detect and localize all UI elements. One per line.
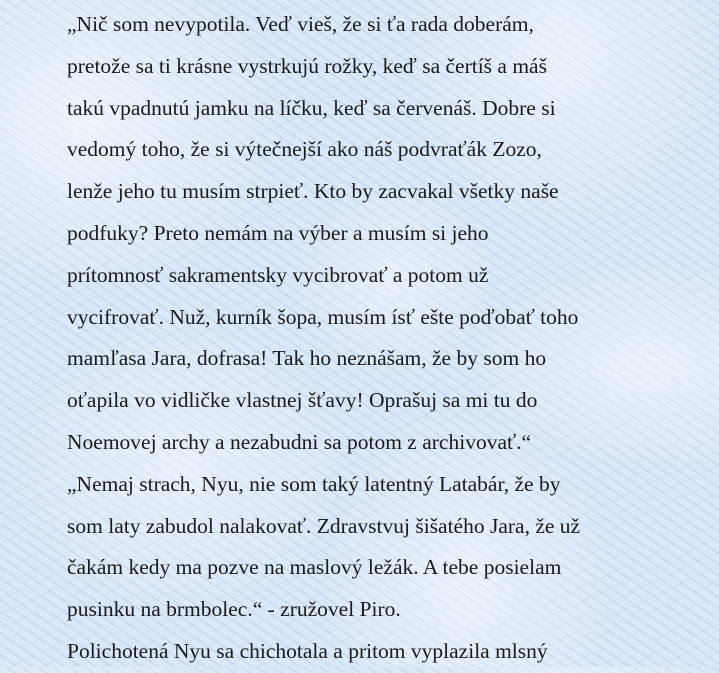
text-line: vedomý toho, že si výtečnejší ako náš podvraťák Zozo, xyxy=(67,137,542,162)
text-line: „Nemaj strach, Nyu, nie som taký latentný Latabár, že by xyxy=(67,471,561,496)
text-line: pretože sa ti krásne vystrkujú rožky, keď sa čertíš a máš xyxy=(67,53,547,78)
text-line: lenže jeho tu musím strpieť. Kto by zacvakal všetky naše xyxy=(67,179,559,204)
text-line: Noemovej archy a nezabudni sa potom z archivovať.“ xyxy=(67,429,532,454)
text-line: „Nič som nevypotila. Veď vieš, že si ťa rada doberám, xyxy=(67,12,534,36)
text-line: prítomnosť sakramentsky vycibrovať a potom už xyxy=(67,262,489,287)
text-line: mamľasa Jara, dofrasa! Tak ho neznášam, že by som ho xyxy=(67,346,547,371)
text-line: vycifrovať. Nuž, kurník šopa, musím ísť ešte poďobať toho xyxy=(67,304,579,329)
story-text xyxy=(67,4,707,673)
text-line: takú vpadnutú jamku na líčku, keď sa červenáš. Dobre si xyxy=(67,95,556,120)
text-line: podfuky? Preto nemám na výber a musím si jeho xyxy=(67,220,489,245)
text-line: som laty zabudol nalakovať. Zdravstvuj šišatého Jara, že už xyxy=(67,513,581,538)
text-line: čakám kedy ma pozve na maslový ležák. A tebe posielam xyxy=(67,555,562,580)
text-line: Polichotená Nyu sa chichotala a pritom vyplazila mlsný xyxy=(67,638,548,663)
text-line: oťapila vo vidličke vlastnej šťavy! Oprašuj sa mi tu do xyxy=(67,388,538,413)
text-line: pusinku na brmbolec.“ - zružovel Piro. xyxy=(67,597,401,622)
